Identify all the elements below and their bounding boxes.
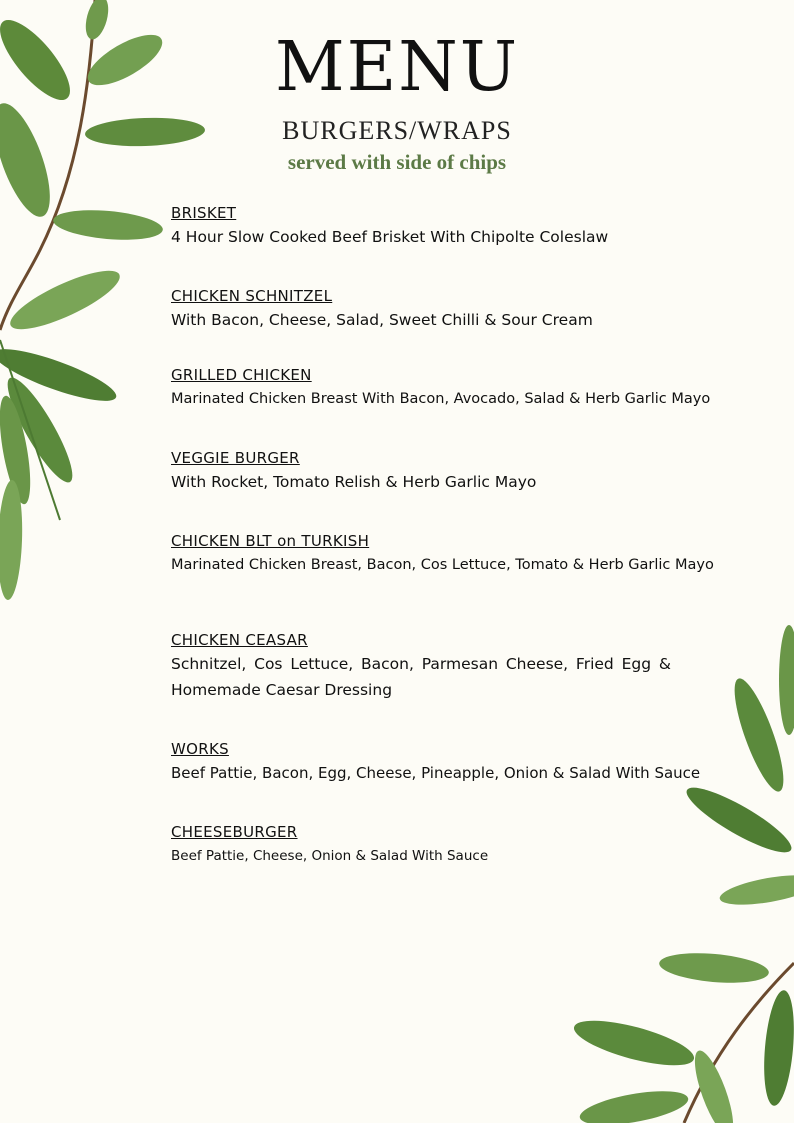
menu-item (171, 447, 676, 495)
menu-item (171, 285, 676, 333)
menu-item-description: Marinated Chicken Breast With Bacon, Avocado, Salad & Herb Garlic Mayo (171, 391, 711, 407)
menu-item-name: VEGGIE BURGER (171, 449, 300, 467)
menu-item-description: With Rocket, Tomato Relish & Herb Garlic Mayo (171, 473, 537, 491)
menu-item-name: CHICKEN SCHNITZEL (171, 287, 333, 305)
menu-item-name: CHICKEN BLT on TURKISH (171, 532, 370, 550)
menu-item (171, 629, 676, 703)
menu-item (171, 821, 676, 869)
menu-item (171, 530, 714, 578)
menu-item-name: WORKS (171, 740, 229, 758)
menu-item-name: BRISKET (171, 204, 237, 222)
menu-item-description: Marinated Chicken Breast, Bacon, Cos Lettuce, Tomato & Herb Garlic Mayo (171, 557, 714, 573)
menu-item-description: Beef Pattie, Cheese, Onion & Salad With Sauce (171, 848, 489, 864)
menu-item-name: CHEESEBURGER (171, 823, 298, 841)
menu-item-description: Schnitzel, Cos Lettuce, Bacon, Parmesan Cheese, Fried Egg & Homemade Caesar Dressing (171, 655, 671, 699)
menu-item-description: 4 Hour Slow Cooked Beef Brisket With Chipolte Coleslaw (171, 228, 609, 246)
menu-item-name: GRILLED CHICKEN (171, 366, 312, 384)
menu-item (171, 202, 676, 250)
menu-item-description: Beef Pattie, Bacon, Egg, Cheese, Pineapple, Onion & Salad With Sauce (171, 764, 701, 782)
section-tagline: served with side of chips (287, 150, 507, 174)
menu-item-description: With Bacon, Cheese, Salad, Sweet Chilli & Sour Cream (171, 311, 593, 329)
menu-item (171, 364, 711, 412)
menu-item-name: CHICKEN CEASAR (171, 631, 308, 649)
section-title: BURGERS/WRAPS (282, 116, 512, 145)
menu-item (171, 738, 701, 786)
page-title: MENU (274, 28, 520, 107)
